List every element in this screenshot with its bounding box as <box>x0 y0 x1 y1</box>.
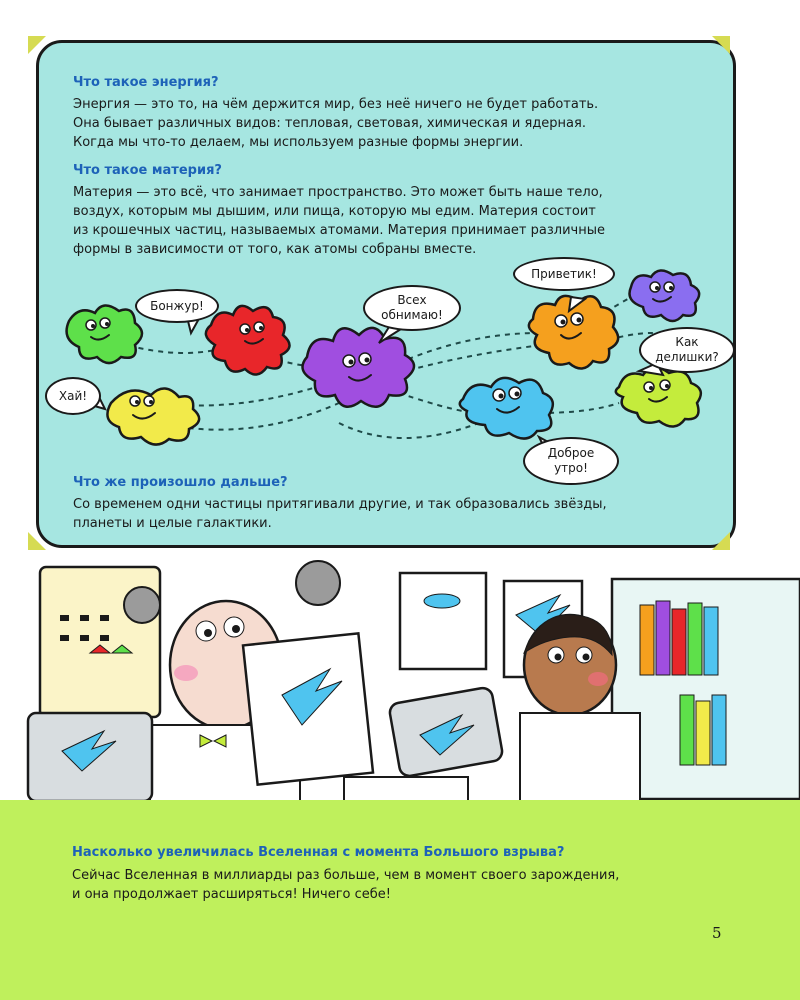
plant-icon <box>296 561 340 605</box>
panel-corner-decoration <box>28 532 46 550</box>
particle-lime <box>616 367 701 426</box>
speech-bubble-how: Как делишки? <box>639 327 735 373</box>
girl-coat <box>520 713 640 813</box>
bottom-question: Насколько увеличилась Вселенная с момента Большого взрыва? <box>72 845 565 860</box>
speech-bubble-morning: Доброе утро! <box>523 437 619 485</box>
particle-yellow <box>107 388 199 444</box>
section-title-matter: Что такое материя? <box>73 163 222 178</box>
particle-red <box>206 306 290 375</box>
bottom-answer: Сейчас Вселенная в миллиарды раз больше, чем в момент своего зарождения, и она продолжает расширяться! Ничего себе! <box>72 868 620 902</box>
panel-corner-decoration <box>712 36 730 54</box>
speech-bubble-hug: Всех обнимаю! <box>363 285 461 331</box>
wall-poster-planet <box>400 573 486 669</box>
particle-cyan <box>460 378 553 439</box>
speech-bubble-hey: Хай! <box>45 377 101 415</box>
particle-purple <box>303 328 415 407</box>
section-text-energy: Энергия — это то, на чём держится мир, без неё ничего не будет работать. Она бывает различных видов: тепловая, световая, химическая и ядерная. Когда мы что-то делаем, мы используем разные формы энергии. <box>73 97 599 150</box>
section-text-next: Со временем одни частицы притягивали другие, и так образовались звёзды, планеты и целые галактики. <box>73 497 607 531</box>
panel-corner-decoration <box>712 532 730 550</box>
section-title-energy: Что такое энергия? <box>73 75 219 90</box>
speech-bubble-bonjour: Бонжур! <box>135 289 219 323</box>
section-text-matter: Материя — это всё, что занимает пространство. Это может быть наше тело, воздух, которым мы дышим, или пища, которую мы едим. Материя состоит из крошечных частиц, называемых атомами. Материя принимает различные формы в зависимости от того, как атомы собраны вместе. <box>73 185 605 257</box>
plant-icon <box>124 587 160 623</box>
section-title-next: Что же произошло дальше? <box>73 475 288 490</box>
panel-corner-decoration <box>28 36 46 54</box>
page-number: 5 <box>712 924 722 942</box>
particle-green <box>67 305 142 363</box>
info-panel <box>36 40 736 548</box>
particle-violet <box>630 270 700 321</box>
speech-bubble-hi: Приветик! <box>513 257 615 291</box>
